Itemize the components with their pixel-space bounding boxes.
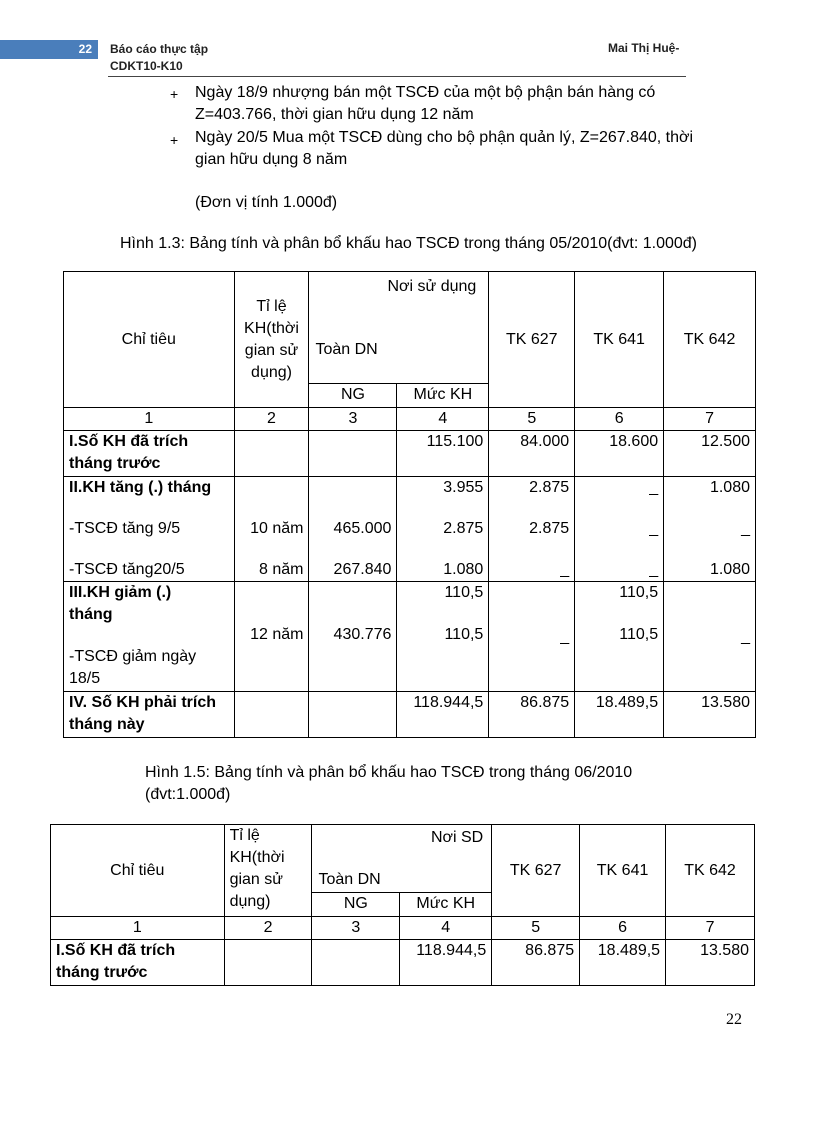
toan-dn-label: Toàn DN <box>318 871 381 888</box>
tk642-value: _ <box>741 520 750 537</box>
row-label <box>64 477 235 582</box>
tk642-cell <box>664 477 756 582</box>
muc-kh-value: 110,5 <box>444 584 484 601</box>
col-noi-su-dung-header <box>309 272 489 384</box>
tk642-value: 1.080 <box>709 561 750 578</box>
col-ng-header: NG <box>309 384 397 408</box>
col-number: 1 <box>64 408 235 431</box>
tk641-cell <box>575 477 664 582</box>
header-rule <box>108 76 686 77</box>
tk642-cell <box>664 582 756 692</box>
col-ti-le-header <box>234 272 309 408</box>
tk642-value: 12.500 <box>664 431 756 477</box>
table-row <box>51 940 755 986</box>
tk642-value: 1.080 <box>709 479 750 496</box>
col-number: 6 <box>575 408 664 431</box>
bullet-text <box>195 127 755 171</box>
row-label-line: tháng <box>69 606 113 623</box>
tk642-value: 13.580 <box>664 692 756 738</box>
ng-cell <box>309 582 397 692</box>
ng-cell <box>309 477 397 582</box>
row-label-line: -TSCĐ tăng 9/5 <box>69 520 181 537</box>
col-number: 5 <box>489 408 575 431</box>
col-tk627-header: TK 627 <box>489 272 575 408</box>
tk641-value: _ <box>649 479 659 496</box>
col-tk642-header: TK 642 <box>664 272 756 408</box>
tk627-value: 86.875 <box>489 692 575 738</box>
tk627-value: 86.875 <box>492 940 580 986</box>
col-number: 4 <box>397 408 489 431</box>
col-number: 2 <box>234 408 309 431</box>
col-tk641-header: TK 641 <box>580 825 666 917</box>
tk641-cell <box>575 582 664 692</box>
muc-kh-value: 118.944,5 <box>397 692 489 738</box>
bullet-line: Ngày 18/9 nhượng bán một TSCĐ của một bộ phận bán hàng có <box>195 84 656 101</box>
col-tk642-header: TK 642 <box>666 825 755 917</box>
row-label-line: II.KH tăng (.) tháng <box>69 479 212 496</box>
muc-kh-value: 118.944,5 <box>400 940 492 986</box>
footer-page-number: 22 <box>726 1011 742 1028</box>
tk642-value: 13.580 <box>666 940 755 986</box>
bullet-text <box>195 82 755 126</box>
bullet-line: Ngày 20/5 Mua một TSCĐ dùng cho bộ phận quản lý, Z=267.840, thời <box>195 129 694 146</box>
bullet-marker: + <box>170 132 179 148</box>
header-line: KH(thời <box>229 849 285 866</box>
noi-su-dung-label: Nơi sử dụng <box>387 278 477 295</box>
tk627-value: _ <box>560 628 570 645</box>
header-line: dụng) <box>229 893 271 910</box>
header-line: dụng) <box>251 363 292 381</box>
ti-le-value: 8 năm <box>259 561 304 578</box>
ti-le-value: 10 năm <box>250 520 304 537</box>
col-number: 5 <box>492 917 580 940</box>
muc-kh-cell <box>397 582 489 692</box>
tk641-value: _ <box>649 520 659 537</box>
row-label-line: III.KH giảm (.) <box>69 584 172 601</box>
table2-caption <box>145 762 632 806</box>
tk627-cell <box>489 477 575 582</box>
header-line: Tỉ lệ <box>229 827 260 844</box>
tk627-value: 2.875 <box>529 520 570 537</box>
col-number: 2 <box>224 917 312 940</box>
col-noi-sd-header <box>312 825 492 893</box>
row-label-line: I.Số KH đã trích <box>56 942 176 959</box>
row-label-line: I.Số KH đã trích <box>69 433 189 450</box>
tk641-value: _ <box>649 561 659 578</box>
noi-sd-label: Nơi SD <box>430 829 484 846</box>
tk627-value: 2.875 <box>529 479 570 496</box>
muc-kh-cell <box>397 477 489 582</box>
col-number: 4 <box>400 917 492 940</box>
col-number: 3 <box>309 408 397 431</box>
row-label-line: -TSCĐ tăng20/5 <box>69 561 185 578</box>
depreciation-table-may <box>63 271 756 738</box>
col-ti-le-header <box>224 825 312 917</box>
caption-line: (đvt:1.000đ) <box>145 786 231 803</box>
caption-line: Hình 1.5: Bảng tính và phân bổ khấu hao TSCĐ trong tháng 06/2010 <box>145 764 633 781</box>
header-title <box>110 41 208 75</box>
tk641-value: 18.600 <box>575 431 664 477</box>
header-line: gian sử <box>229 871 283 888</box>
row-label-line: tháng trước <box>69 455 161 472</box>
table-row <box>64 477 756 582</box>
col-tk627-header: TK 627 <box>492 825 580 917</box>
header-line: gian sử <box>244 341 299 359</box>
muc-kh-value: 110,5 <box>444 626 484 643</box>
header-line: Tỉ lệ <box>256 297 287 315</box>
tk627-value: 84.000 <box>489 431 575 477</box>
muc-kh-value: 2.875 <box>443 520 484 537</box>
row-label <box>51 940 225 986</box>
table-row <box>64 431 756 477</box>
toan-dn-label: Toàn DN <box>315 341 378 358</box>
col-number: 7 <box>664 408 756 431</box>
tk627-value: _ <box>560 561 570 578</box>
col-number: 1 <box>51 917 225 940</box>
row-label-line: tháng này <box>69 716 145 733</box>
tk641-value: 110,5 <box>619 584 659 601</box>
ti-le-value: 12 năm <box>250 626 304 643</box>
col-ng-header: NG <box>312 893 400 917</box>
col-chi-tieu-header: Chỉ tiêu <box>64 272 235 408</box>
depreciation-table-june <box>50 824 755 986</box>
muc-kh-value: 115.100 <box>397 431 489 477</box>
header-title-line1: Báo cáo thực tập <box>110 42 209 56</box>
row-label <box>64 582 235 692</box>
header-author: Mai Thị Huệ- <box>608 41 680 55</box>
unit-note: (Đơn vị tính 1.000đ) <box>195 194 338 211</box>
tk642-value: _ <box>741 628 750 645</box>
col-muc-kh-header: Mức KH <box>397 384 489 408</box>
bullet-line: gian hữu dụng 8 năm <box>195 151 348 168</box>
row-label-line: IV. Số KH phải trích <box>69 694 216 711</box>
col-tk641-header: TK 641 <box>575 272 664 408</box>
col-chi-tieu-header: Chỉ tiêu <box>51 825 225 917</box>
muc-kh-value: 3.955 <box>443 479 484 496</box>
ng-value: 267.840 <box>333 561 392 578</box>
row-label-line: -TSCĐ giảm ngày <box>69 648 197 665</box>
table-row <box>64 692 756 738</box>
tk641-value: 18.489,5 <box>575 692 664 738</box>
muc-kh-value: 1.080 <box>443 561 484 578</box>
header-line: KH(thời <box>244 319 299 337</box>
row-label-line: 18/5 <box>69 670 101 687</box>
col-number: 7 <box>666 917 755 940</box>
ti-le-cell <box>234 477 309 582</box>
table-row <box>64 582 756 692</box>
row-label <box>64 431 235 477</box>
ti-le-cell <box>234 582 309 692</box>
bullet-line: Z=403.766, thời gian hữu dụng 12 năm <box>195 106 474 123</box>
row-label-line: tháng trước <box>56 964 148 981</box>
col-muc-kh-header: Mức KH <box>400 893 492 917</box>
bullet-marker: + <box>170 86 179 102</box>
header-title-line2: CDKT10-K10 <box>110 59 183 73</box>
tk627-cell <box>489 582 575 692</box>
ng-value: 430.776 <box>333 626 392 643</box>
col-number: 3 <box>312 917 400 940</box>
tk641-value: 110,5 <box>619 626 659 643</box>
row-label <box>64 692 235 738</box>
tk641-value: 18.489,5 <box>580 940 666 986</box>
col-number: 6 <box>580 917 666 940</box>
table1-caption: Hình 1.3: Bảng tính và phân bổ khấu hao TSCĐ trong tháng 05/2010(đvt: 1.000đ) <box>120 235 697 252</box>
ng-value: 465.000 <box>333 520 392 537</box>
header-page-number: 22 <box>78 42 92 56</box>
